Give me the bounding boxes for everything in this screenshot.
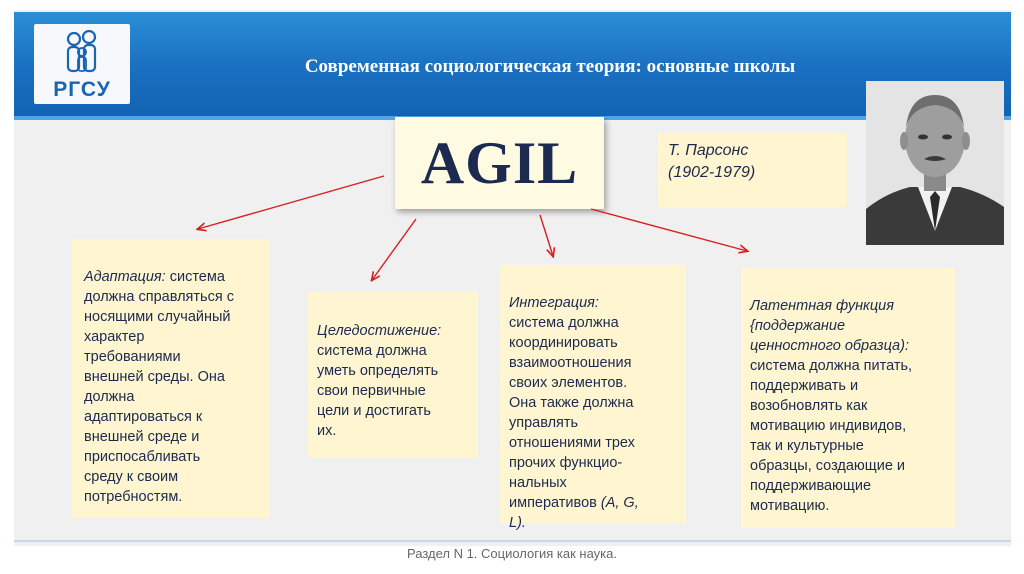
card-integration-text: система должна координировать взаимоотношения своих элементов. Она также должна управлять отношениями трех прочих функцио- нальных императивов: [509, 315, 635, 511]
footer-text: Раздел N 1. Социология как наука.: [407, 546, 617, 561]
arrow-goal: [372, 219, 416, 280]
page-title: Современная социологическая теория: основные школы: [304, 56, 796, 77]
card-goal-text: система должна уметь определять свои первичные цели и достигать их.: [317, 343, 439, 439]
card-integration-term: Интеграция:: [509, 295, 599, 311]
card-adaptation-text: система должна справляться с носящими случайный характер требованиями внешней среды. Она должна адаптироваться к внешней среде и приспосабливать среду к своим потребностям.: [84, 269, 234, 505]
logo-text: РГСУ: [53, 78, 111, 101]
author-name: Т. Парсонс: [668, 142, 749, 159]
arrow-integration: [540, 215, 553, 256]
card-goal-attainment: [308, 292, 478, 458]
footer-divider: [14, 540, 1011, 542]
agil-title: AGIL: [420, 130, 579, 196]
arrow-adaptation: [198, 176, 384, 229]
card-latency-text: система должна питать, поддерживать и возобновлять как мотивацию индивидов, так и культурные образцы, создающие и поддерживающие мотивацию.: [750, 358, 913, 514]
card-integration: [500, 265, 686, 531]
card-adaptation-term: Адаптация:: [84, 269, 166, 285]
card-latency: [741, 268, 955, 528]
card-latency-term: Латентная функция {поддержание ценностного образца):: [750, 298, 909, 354]
card-integration-italic-tail: (A, G, L).: [509, 495, 639, 531]
card-goal-term: Целедостижение:: [317, 323, 442, 339]
card-adaptation: [72, 239, 269, 518]
arrow-latency: [591, 209, 747, 251]
author-years: (1902-1979): [668, 164, 756, 181]
